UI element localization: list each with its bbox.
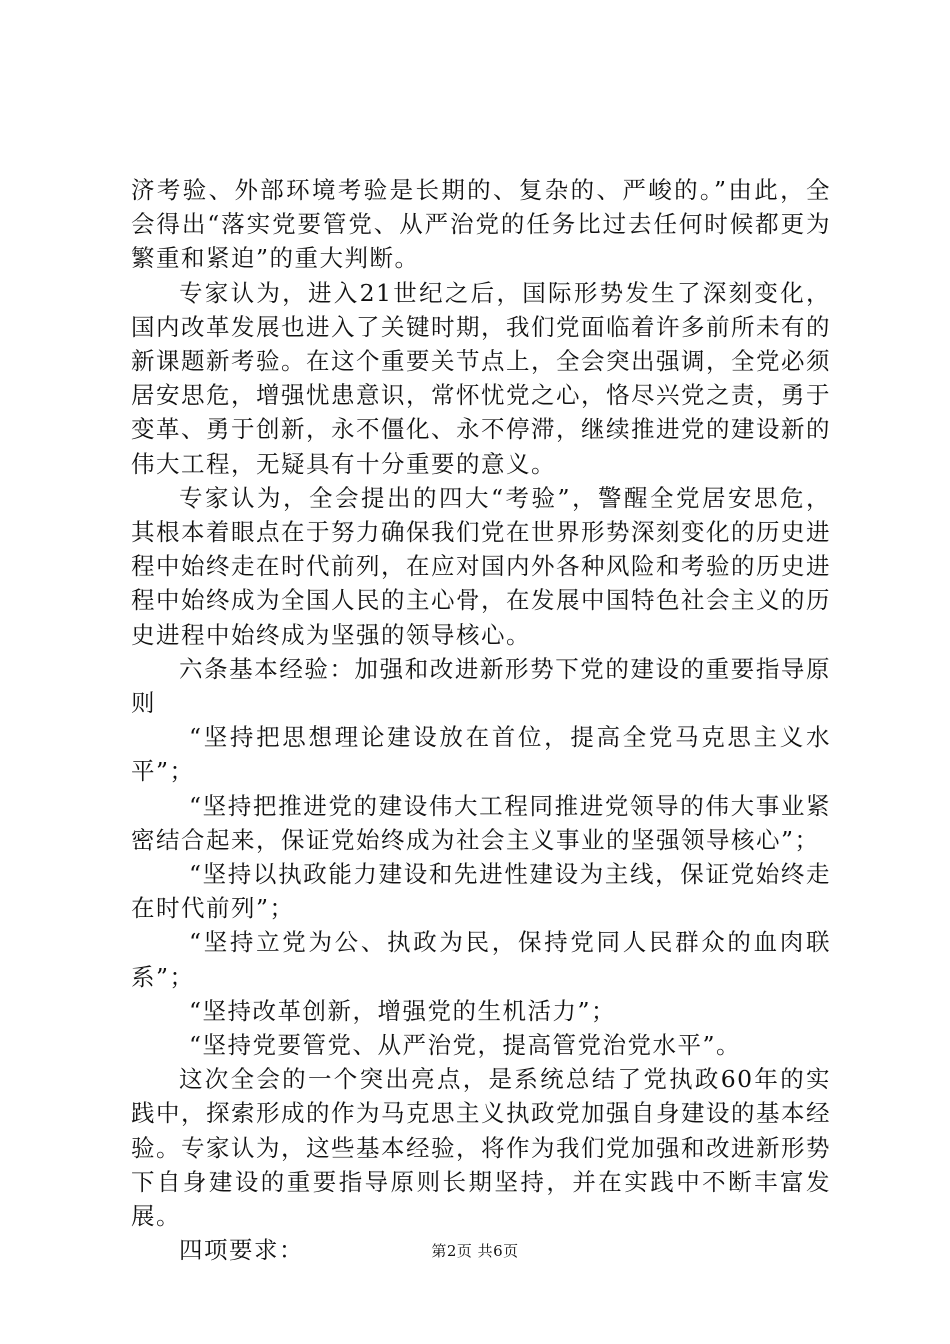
quote-item-6: “坚持党要管党、从严治党，提高管党治党水平”。 [189,1031,742,1060]
quote-item-4: “坚持立党为公、执政为民，保持党同人民群众的血肉联系”； [131,928,831,991]
quote-item-1: “坚持把思想理论建设放在首位，提高全党马克思主义水平”； [131,723,831,786]
quote-item-3: “坚持以执政能力建设和先进性建设为主线，保证党始终走在时代前列”； [131,860,831,923]
paragraph-continuation: 济考验、外部环境考验是长期的、复杂的、严峻的。”由此，全会得出“落实党要管党、从严治党的任务比过去任何时候都更为繁重和紧迫”的重大判断。 [131,176,831,273]
paragraph-four-tests: 专家认为，全会提出的四大“考验”，警醒全党居安思危，其根本着眼点在于努力确保我们党在世界形势深刻变化的历史进程中始终走在时代前列，在应对国内外各种风险和考验的历史进程中始终成为全国人民的主心骨，在发展中国特色社会主义的历史进程中始终成为坚强的领导核心。 [131,483,831,649]
heading-four-requirements: 四项要求： [179,1236,304,1265]
document-body [131,173,831,1268]
paragraph-highlight: 这次全会的一个突出亮点，是系统总结了党执政60年的实践中，探索形成的作为马克思主义执政党加强自身建设的基本经验。专家认为，这些基本经验，将作为我们党加强和改进新形势下自身建设的重要指导原则长期坚持，并在实践中不断丰富发展。 [131,1065,831,1231]
quote-item-2: “坚持把推进党的建设伟大工程同推进党领导的伟大事业紧密结合起来，保证党始终成为社会主义事业的坚强领导核心”； [131,791,831,854]
page-footer: 第2页 共6页 [431,1242,519,1260]
quote-item-5: “坚持改革创新，增强党的生机活力”； [189,996,617,1025]
paragraph-international-situation: 专家认为，进入21世纪之后，国际形势发生了深刻变化，国内改革发展也进入了关键时期，我们党面临着许多前所未有的新课题新考验。在这个重要关节点上，全会突出强调，全党必须居安思危，增强忧患意识，常怀忧党之心，恪尽兴党之责，勇于变革、勇于创新，永不僵化、永不停滞，继续推进党的建设新的伟大工程，无疑具有十分重要的意义。 [131,278,831,478]
heading-six-experiences: 六条基本经验：加强和改进新形势下党的建设的重要指导原则 [131,654,831,718]
